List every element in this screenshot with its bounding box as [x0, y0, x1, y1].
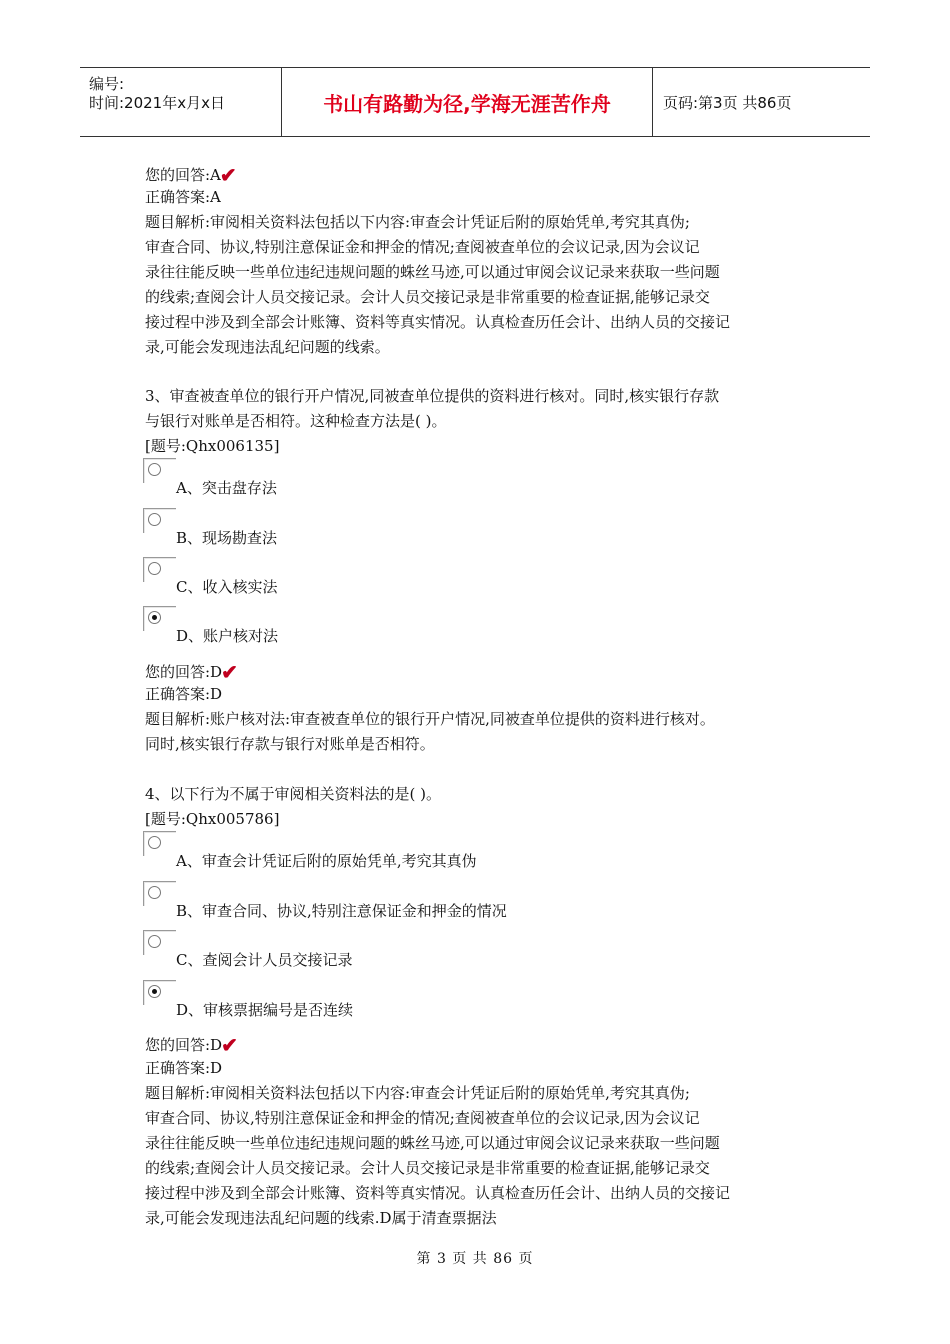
- date-line: 时间:2021年x月x日: [89, 94, 225, 112]
- analysis-1-line: 审查合同、协议,特别注意保证金和押金的情况;查阅被查单位的会议记录,因为会议记: [145, 238, 700, 256]
- q4-option-a-radio[interactable]: [143, 831, 176, 856]
- your-answer-4: 您的回答:D✔: [145, 1033, 238, 1057]
- number-label: 编号:: [89, 75, 125, 93]
- q3-option-c-label: C、收入核实法: [176, 578, 278, 596]
- q3-id: [题号:Qhx006135]: [145, 437, 280, 455]
- analysis-1-line: 题目解析:审阅相关资料法包括以下内容:审查会计凭证后附的原始凭单,考究其真伪;: [145, 213, 690, 231]
- your-answer-3: 您的回答:D✔: [145, 660, 238, 684]
- q3-option-b-label: B、现场勘查法: [176, 529, 278, 547]
- page-header: [80, 67, 870, 137]
- page-code: 页码:第3页 共86页: [663, 93, 792, 112]
- analysis-4-line: 审查合同、协议,特别注意保证金和押金的情况;查阅被查单位的会议记录,因为会议记: [145, 1109, 700, 1127]
- correct-check-icon: ✔: [219, 163, 237, 187]
- analysis-1-line: 录往往能反映一些单位违纪违规问题的蛛丝马迹,可以通过审阅会议记录来获取一些问题: [145, 263, 720, 281]
- q4-option-d-label: D、审核票据编号是否连续: [176, 1001, 354, 1019]
- q4-option-c-radio[interactable]: [143, 930, 176, 955]
- analysis-1-line: 的线索;查阅会计人员交接记录。会计人员交接记录是非常重要的检查证据,能够记录交: [145, 288, 710, 306]
- analysis-4-line: 的线索;查阅会计人员交接记录。会计人员交接记录是非常重要的检查证据,能够记录交: [145, 1159, 710, 1177]
- analysis-4-line: 录,可能会发现违法乱纪问题的线索.D属于清查票据法: [145, 1209, 497, 1227]
- correct-answer-4: 正确答案:D: [145, 1059, 223, 1077]
- q4-id: [题号:Qhx005786]: [145, 810, 280, 828]
- q4-stem: 4、以下行为不属于审阅相关资料法的是( )。: [145, 785, 442, 803]
- page-footer: 第 3 页 共 86 页: [416, 1251, 534, 1267]
- motto: 书山有路勤为径,学海无涯苦作舟: [282, 68, 653, 136]
- q3-stem: 3、审查被查单位的银行开户情况,同被查单位提供的资料进行核对。同时,核实银行存款: [145, 387, 720, 405]
- q3-option-a-radio[interactable]: [143, 458, 176, 483]
- analysis-4-line: 题目解析:审阅相关资料法包括以下内容:审查会计凭证后附的原始凭单,考究其真伪;: [145, 1084, 690, 1102]
- q3-option-b-radio[interactable]: [143, 508, 176, 533]
- q4-option-d-radio[interactable]: [143, 980, 176, 1005]
- correct-check-icon: ✔: [221, 660, 238, 684]
- analysis-3-line: 同时,核实银行存款与银行对账单是否相符。: [145, 735, 435, 753]
- analysis-1-line: 录,可能会发现违法乱纪问题的线索。: [145, 338, 390, 356]
- q3-stem: 与银行对账单是否相符。这种检查方法是( )。: [145, 412, 447, 430]
- your-answer-1: 您的回答:A✔: [145, 163, 237, 187]
- q4-option-b-radio[interactable]: [143, 881, 176, 906]
- q4-option-a-label: A、审查会计凭证后附的原始凭单,考究其真伪: [176, 852, 477, 870]
- analysis-1-line: 接过程中涉及到全部会计账簿、资料等真实情况。认真检查历任会计、出纳人员的交接记: [145, 313, 731, 331]
- analysis-4-line: 录往往能反映一些单位违纪违规问题的蛛丝马迹,可以通过审阅会议记录来获取一些问题: [145, 1134, 720, 1152]
- q3-option-a-label: A、突击盘存法: [176, 479, 277, 497]
- analysis-3-line: 题目解析:账户核对法:审查被查单位的银行开户情况,同被查单位提供的资料进行核对。: [145, 710, 715, 728]
- analysis-4-line: 接过程中涉及到全部会计账簿、资料等真实情况。认真检查历任会计、出纳人员的交接记: [145, 1184, 731, 1202]
- header-meta: [80, 68, 282, 136]
- q4-option-c-label: C、查阅会计人员交接记录: [176, 951, 353, 969]
- q4-option-b-label: B、审查合同、协议,特别注意保证金和押金的情况: [176, 902, 507, 920]
- q3-option-c-radio[interactable]: [143, 557, 176, 582]
- correct-check-icon: ✔: [221, 1033, 238, 1057]
- correct-answer-1: 正确答案:A: [145, 188, 221, 206]
- q3-option-d-radio[interactable]: [143, 606, 176, 631]
- correct-answer-3: 正确答案:D: [145, 685, 223, 703]
- q3-option-d-label: D、账户核对法: [176, 627, 279, 645]
